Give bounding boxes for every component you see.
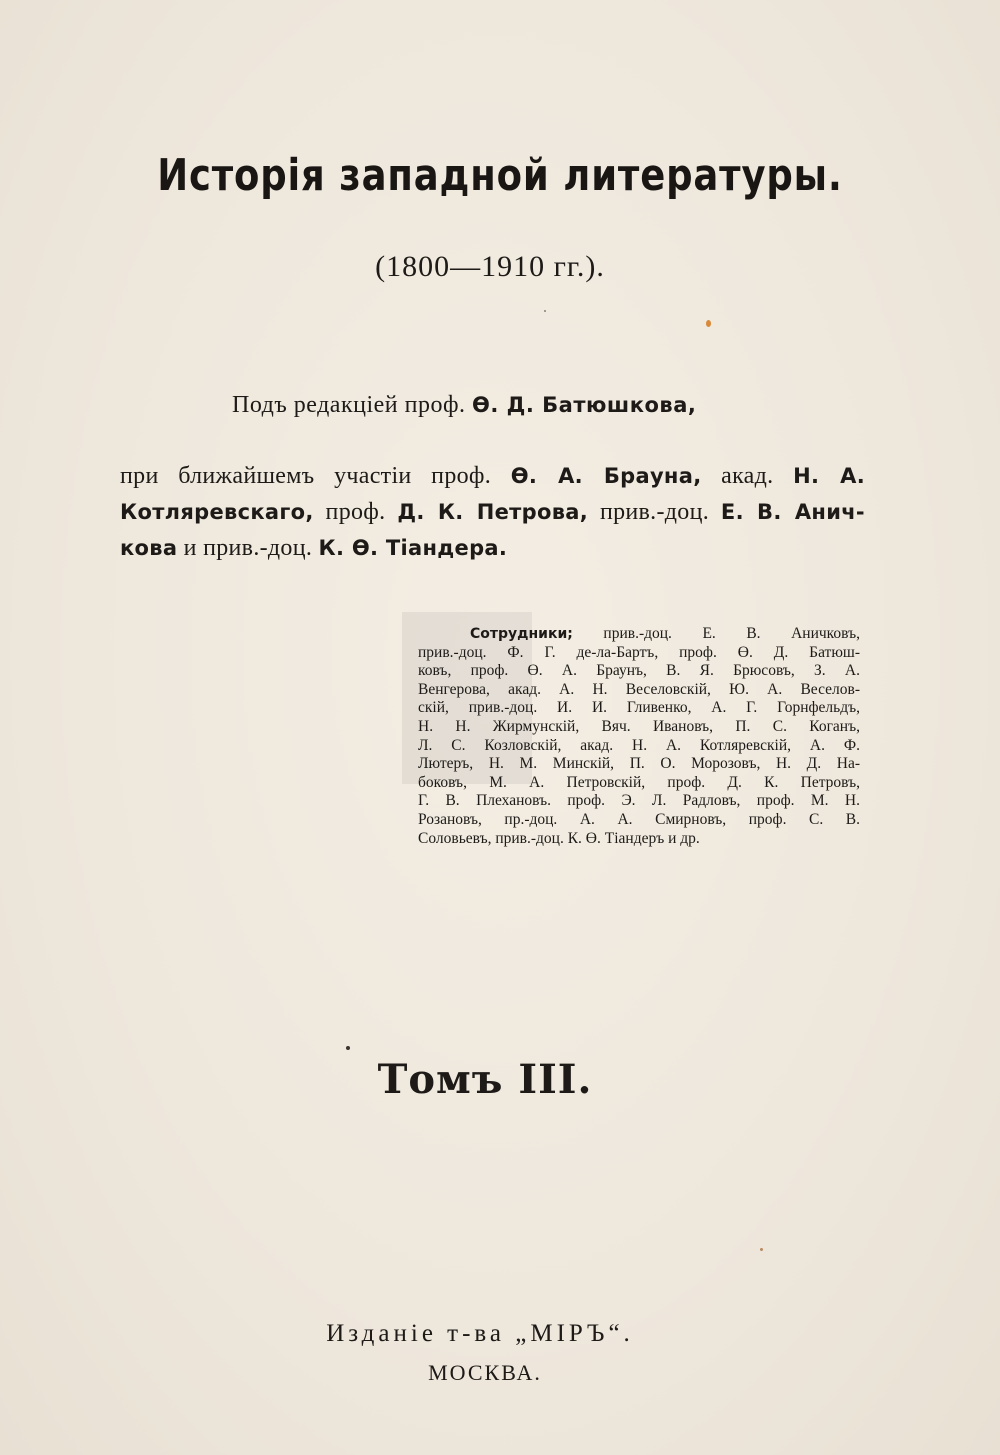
editor-prefix: Подъ редакціей проф. bbox=[232, 392, 466, 418]
volume-number: Томъ III. bbox=[377, 1056, 593, 1103]
book-title: Исторія западной литературы. bbox=[157, 150, 843, 201]
collab-name: Е. В. Анич- bbox=[720, 500, 865, 524]
staff-line: ковъ, проф. Ө. А. Браунъ, В. Я. Брюсовъ, З. А. bbox=[418, 662, 860, 680]
staff-line: боковъ, М. А. Петровскій, проф. Д. К. Петровъ, bbox=[418, 773, 860, 791]
staff-line: Н. Н. Жирмунскій, Вяч. Ивановъ, П. С. Коганъ, bbox=[418, 717, 860, 735]
paper-speck bbox=[706, 320, 711, 327]
staff-line: Розановъ, пр.-доц. А. А. Смирновъ, проф. С. В. bbox=[418, 810, 860, 828]
staff-line: Венгерова, акад. А. Н. Веселовскій, Ю. А. Веселов- bbox=[418, 680, 860, 698]
staff-list bbox=[418, 625, 860, 848]
collab-name: Д. К. Петрова, bbox=[397, 500, 589, 524]
collab-line-3 bbox=[120, 530, 865, 566]
paper-speck bbox=[760, 1248, 763, 1251]
staff-line: Сотрудники; прив.-доц. Е. В. Аничковъ, bbox=[418, 625, 860, 644]
city: МОСКВА. bbox=[428, 1360, 542, 1385]
staff-line: прив.-доц. Ф. Г. де-ла-Бартъ, проф. Ө. Д. Батюш- bbox=[418, 643, 860, 661]
collaborators-paragraph bbox=[120, 458, 865, 566]
collab-text: прив.-доц. bbox=[599, 499, 710, 525]
staff-label: Сотрудники; bbox=[470, 626, 573, 642]
staff-line: скій, прив.-доц. И. И. Гливенко, А. Г. Горнфельдъ, bbox=[418, 699, 860, 717]
paper-speck bbox=[544, 310, 546, 312]
date-range: (1800—1910 гг.). bbox=[375, 250, 605, 283]
collab-text: проф. bbox=[325, 499, 386, 525]
editor-name: Ө. Д. Батюшкова, bbox=[472, 393, 697, 417]
staff-line: Г. В. Плехановъ. проф. Э. Л. Радловъ, проф. М. Н. bbox=[418, 792, 860, 810]
collab-name: Ө. А. Брауна, bbox=[510, 464, 702, 488]
publisher: Изданіе т-ва „МІРЪ“. bbox=[326, 1320, 634, 1347]
collab-line-2 bbox=[120, 494, 865, 530]
collab-name: Котляревскаго, bbox=[120, 500, 314, 524]
collab-text: при ближайшемъ участіи проф. bbox=[120, 463, 492, 489]
collab-text: акад. bbox=[721, 463, 774, 489]
collab-name: кова bbox=[120, 536, 178, 560]
staff-line: Лютеръ, Н. М. Минскій, П. О. Морозовъ, Н. Д. На- bbox=[418, 755, 860, 773]
editor-line bbox=[232, 392, 696, 419]
collab-text: и прив.-доц. bbox=[183, 535, 313, 561]
paper-speck bbox=[346, 1046, 350, 1050]
staff-line: Л. С. Козловскій, акад. Н. А. Котляревскій, А. Ф. bbox=[418, 736, 860, 754]
collab-name: Н. А. bbox=[793, 464, 865, 488]
collab-name: К. Ө. Тіандера. bbox=[318, 536, 508, 560]
collab-line-1 bbox=[120, 458, 865, 494]
staff-line: Соловьевъ, прив.-доц. К. Ө. Тіандеръ и др. bbox=[418, 829, 700, 847]
